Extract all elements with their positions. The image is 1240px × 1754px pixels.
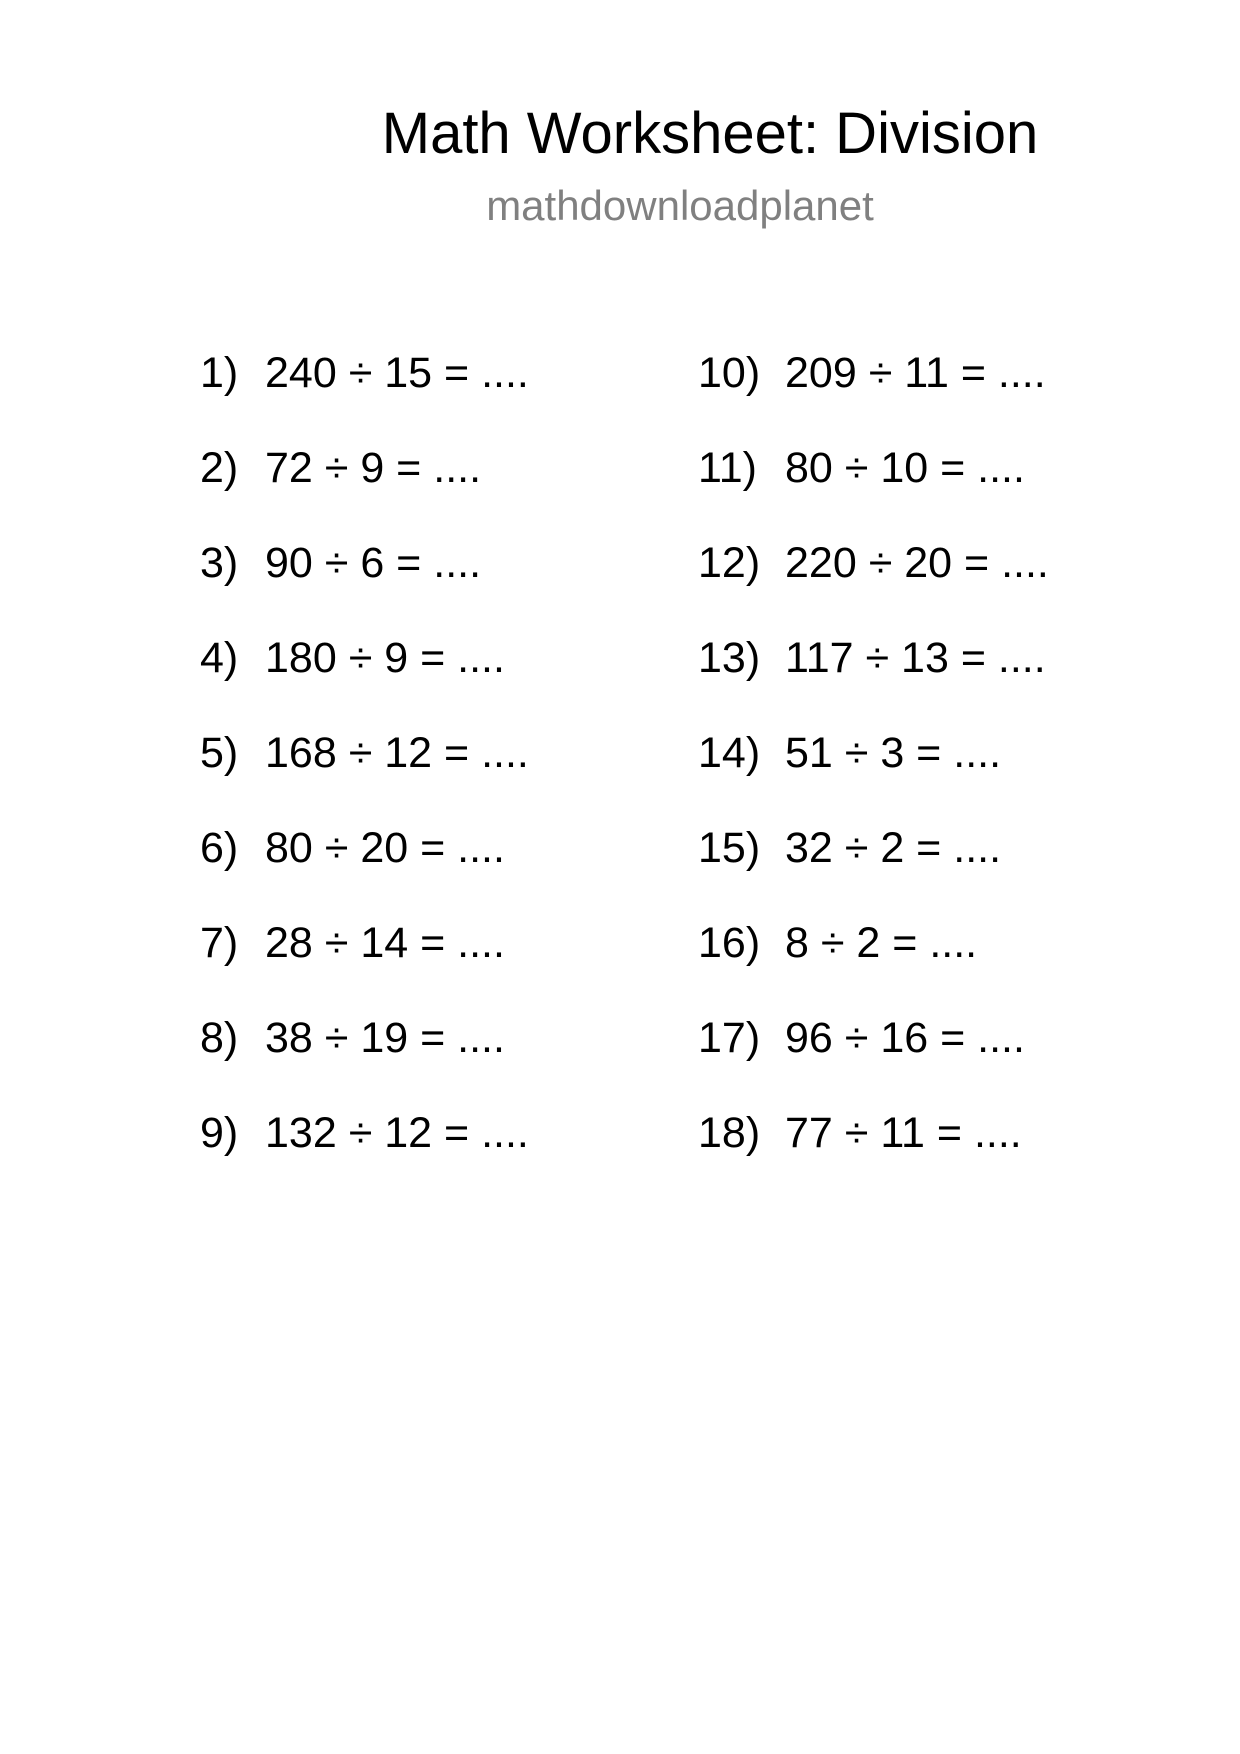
problem-item: [200, 630, 529, 725]
problem-expression: 209 ÷ 11 = ....: [785, 349, 1046, 397]
problem-number: 1): [200, 349, 239, 397]
problem-item: [698, 535, 1049, 630]
problem-number: 10): [698, 349, 761, 397]
problem-item: [698, 630, 1049, 725]
problem-expression: 96 ÷ 16 = ....: [785, 1014, 1025, 1062]
problem-expression: 132 ÷ 12 = ....: [265, 1109, 529, 1157]
problem-number: 15): [698, 824, 761, 872]
problem-item: [698, 1010, 1049, 1105]
problem-expression: 28 ÷ 14 = ....: [265, 919, 505, 967]
problem-expression: 80 ÷ 10 = ....: [785, 444, 1025, 492]
problem-number: 18): [698, 1109, 761, 1157]
problem-expression: 80 ÷ 20 = ....: [265, 824, 505, 872]
problem-item: [200, 915, 529, 1010]
problem-number: 11): [698, 444, 757, 492]
problem-expression: 168 ÷ 12 = ....: [265, 729, 529, 777]
problem-number: 12): [698, 539, 761, 587]
problems-column-left: [200, 345, 529, 1200]
problem-number: 7): [200, 919, 239, 967]
problem-number: 2): [200, 444, 239, 492]
problem-number: 13): [698, 634, 761, 682]
problem-number: 4): [200, 634, 239, 682]
problem-expression: 77 ÷ 11 = ....: [785, 1109, 1022, 1157]
problem-item: [200, 440, 529, 535]
problem-item: [200, 820, 529, 915]
problem-item: [698, 725, 1049, 820]
problem-expression: 8 ÷ 2 = ....: [785, 919, 978, 967]
problem-number: 5): [200, 729, 239, 777]
problem-number: 8): [200, 1014, 239, 1062]
problem-number: 14): [698, 729, 761, 777]
problem-expression: 220 ÷ 20 = ....: [785, 539, 1049, 587]
problem-expression: 117 ÷ 13 = ....: [785, 634, 1046, 682]
problem-item: [200, 725, 529, 820]
problem-expression: 38 ÷ 19 = ....: [265, 1014, 505, 1062]
page-title: Math Worksheet: Division: [381, 101, 1039, 166]
problem-expression: 32 ÷ 2 = ....: [785, 824, 1002, 872]
problems-column-right: [698, 345, 1049, 1200]
problem-item: [698, 820, 1049, 915]
problem-item: [200, 535, 529, 630]
problem-number: 9): [200, 1109, 239, 1157]
problem-expression: 51 ÷ 3 = ....: [785, 729, 1002, 777]
problem-expression: 240 ÷ 15 = ....: [265, 349, 529, 397]
page-subtitle: mathdownloadplanet: [486, 182, 874, 229]
problem-item: [698, 1105, 1049, 1200]
problem-item: [200, 345, 529, 440]
problem-expression: 180 ÷ 9 = ....: [265, 634, 505, 682]
problem-item: [698, 345, 1049, 440]
problem-item: [698, 440, 1049, 535]
problem-expression: 90 ÷ 6 = ....: [265, 539, 482, 587]
problem-item: [698, 915, 1049, 1010]
problem-number: 16): [698, 919, 761, 967]
problem-number: 17): [698, 1014, 761, 1062]
problem-item: [200, 1010, 529, 1105]
problem-item: [200, 1105, 529, 1200]
problem-expression: 72 ÷ 9 = ....: [265, 444, 482, 492]
problem-number: 6): [200, 824, 239, 872]
problem-number: 3): [200, 539, 239, 587]
